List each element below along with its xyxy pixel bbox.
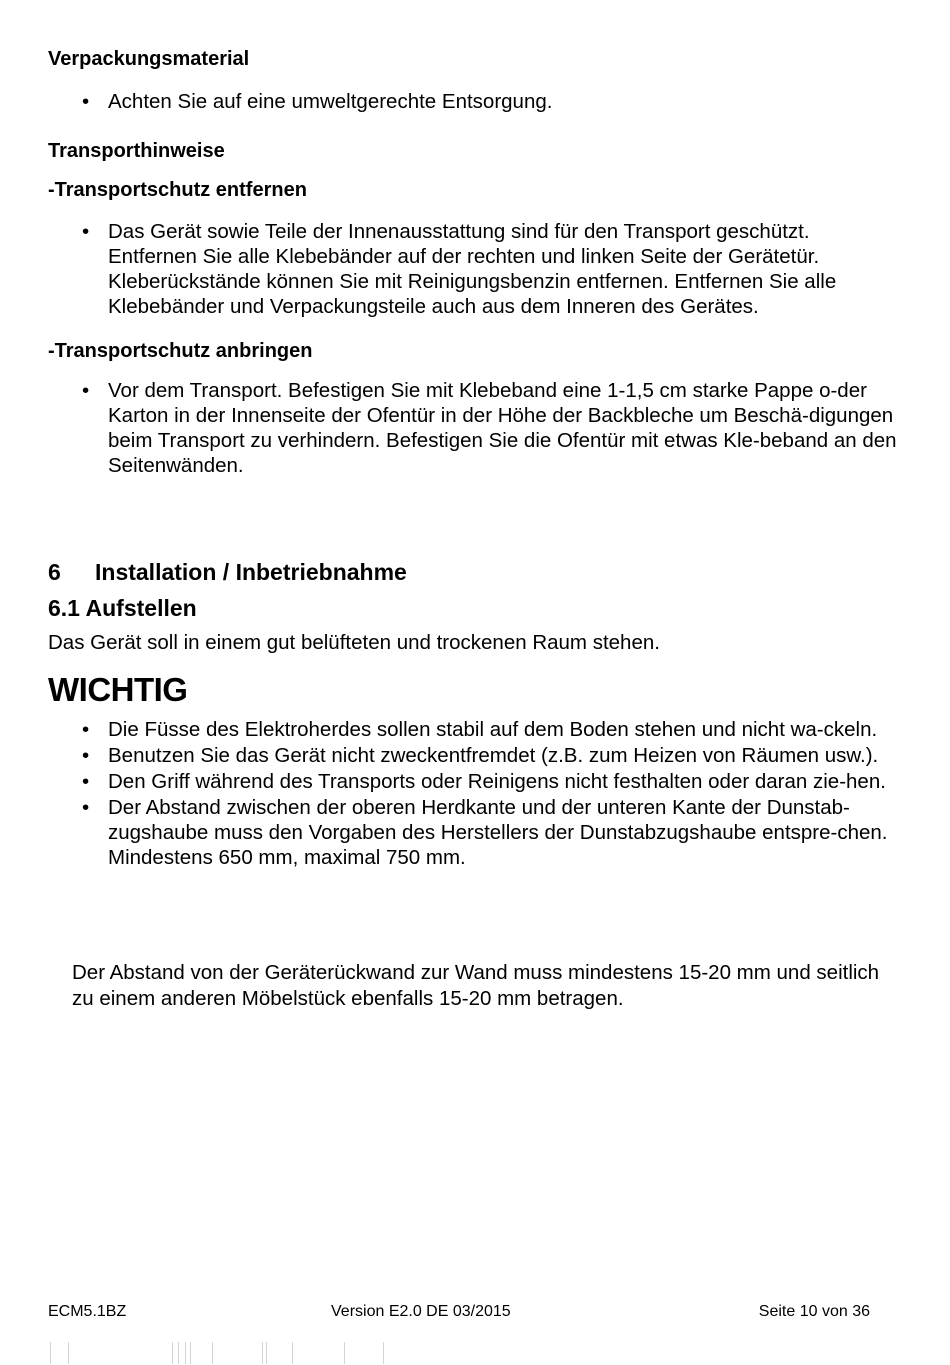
transport-attach-heading: -Transportschutz anbringen — [48, 340, 313, 362]
bullet-icon: • — [82, 744, 90, 767]
footer-page-number: Seite 10 von 36 — [758, 1303, 870, 1320]
transport-attach-bullet-list — [48, 378, 898, 479]
transport-heading: Transporthinweise — [48, 140, 225, 162]
scan-mark — [262, 1342, 263, 1364]
transport-remove-bullet-list — [48, 219, 898, 320]
bullet-icon: • — [82, 379, 90, 402]
scan-mark — [178, 1342, 179, 1364]
subsection-title: 6.1 Aufstellen — [48, 595, 197, 621]
important-bullet-list — [48, 717, 898, 871]
section-title — [48, 558, 407, 586]
scan-mark — [68, 1342, 69, 1364]
scan-mark — [383, 1342, 384, 1364]
section-title-text: Installation / Inbetriebnahme — [95, 559, 407, 585]
list-item: • Benutzen Sie das Gerät nicht zweckentfremdet (z.B. zum Heizen von Räumen usw.). — [82, 744, 879, 767]
packaging-bullet-list — [48, 89, 898, 115]
scan-mark — [266, 1342, 267, 1364]
important-label: WICHTIG — [48, 671, 188, 708]
list-item: • Vor dem Transport. Befestigen Sie mit Klebeband eine 1-1,5 cm starke Pappe o-der Karton in der Innenseite der Ofentür in der Höhe der Backbleche um Beschä-digungen beim Transport zu verhindern. Befestigen Sie die Ofentür mit etwas Kle-beband an den Seitenwänden. — [82, 379, 897, 477]
bullet-icon: • — [82, 90, 90, 113]
scan-mark — [190, 1342, 191, 1364]
bullet-icon: • — [82, 718, 90, 741]
bullet-icon: • — [82, 796, 90, 819]
list-item: • Die Füsse des Elektroherdes sollen stabil auf dem Boden stehen und nicht wa-ckeln. — [82, 718, 878, 741]
list-item: • Das Gerät sowie Teile der Innenausstattung sind für den Transport geschützt. Entfernen Sie alle Klebebänder auf der rechten und linken Seite der Gerätetür. Kleberückstände können Sie mit Reinigungsbenzin entfernen. Entfernen Sie alle Klebebänder und Verpackungsteile auch aus dem Inneren des Gerätes. — [82, 220, 837, 318]
scan-mark — [344, 1342, 345, 1364]
scan-mark — [50, 1342, 51, 1364]
bullet-icon: • — [82, 770, 90, 793]
installation-intro: Das Gerät soll in einem gut belüfteten und trockenen Raum stehen. — [48, 631, 660, 654]
scan-marks — [0, 1342, 950, 1365]
scan-mark — [212, 1342, 213, 1364]
bullet-icon: • — [82, 220, 90, 243]
distance-note: Der Abstand von der Geräterückwand zur Wand muss mindestens 15-20 mm und seitlich zu einem anderen Möbelstück ebenfalls 15-20 mm betragen. — [72, 961, 880, 1010]
scan-mark — [292, 1342, 293, 1364]
section-number: 6 — [48, 559, 61, 585]
list-item: • Der Abstand zwischen der oberen Herdkante und der unteren Kante der Dunstab-zugshaube muss den Vorgaben des Herstellers der Dunstabzugshaube entspre-chen. Mindestens 650 mm, maximal 750 mm. — [82, 796, 888, 869]
transport-remove-heading: -Transportschutz entfernen — [48, 179, 307, 201]
footer-model: ECM5.1BZ — [48, 1303, 127, 1320]
scan-mark — [172, 1342, 173, 1364]
scan-mark — [185, 1342, 186, 1364]
list-item: • Den Griff während des Transports oder Reinigens nicht festhalten oder daran zie-hen. — [82, 770, 886, 793]
packaging-heading: Verpackungsmaterial — [48, 48, 250, 70]
list-item: • Achten Sie auf eine umweltgerechte Entsorgung. — [82, 90, 553, 113]
footer-version: Version E2.0 DE 03/2015 — [331, 1303, 511, 1320]
